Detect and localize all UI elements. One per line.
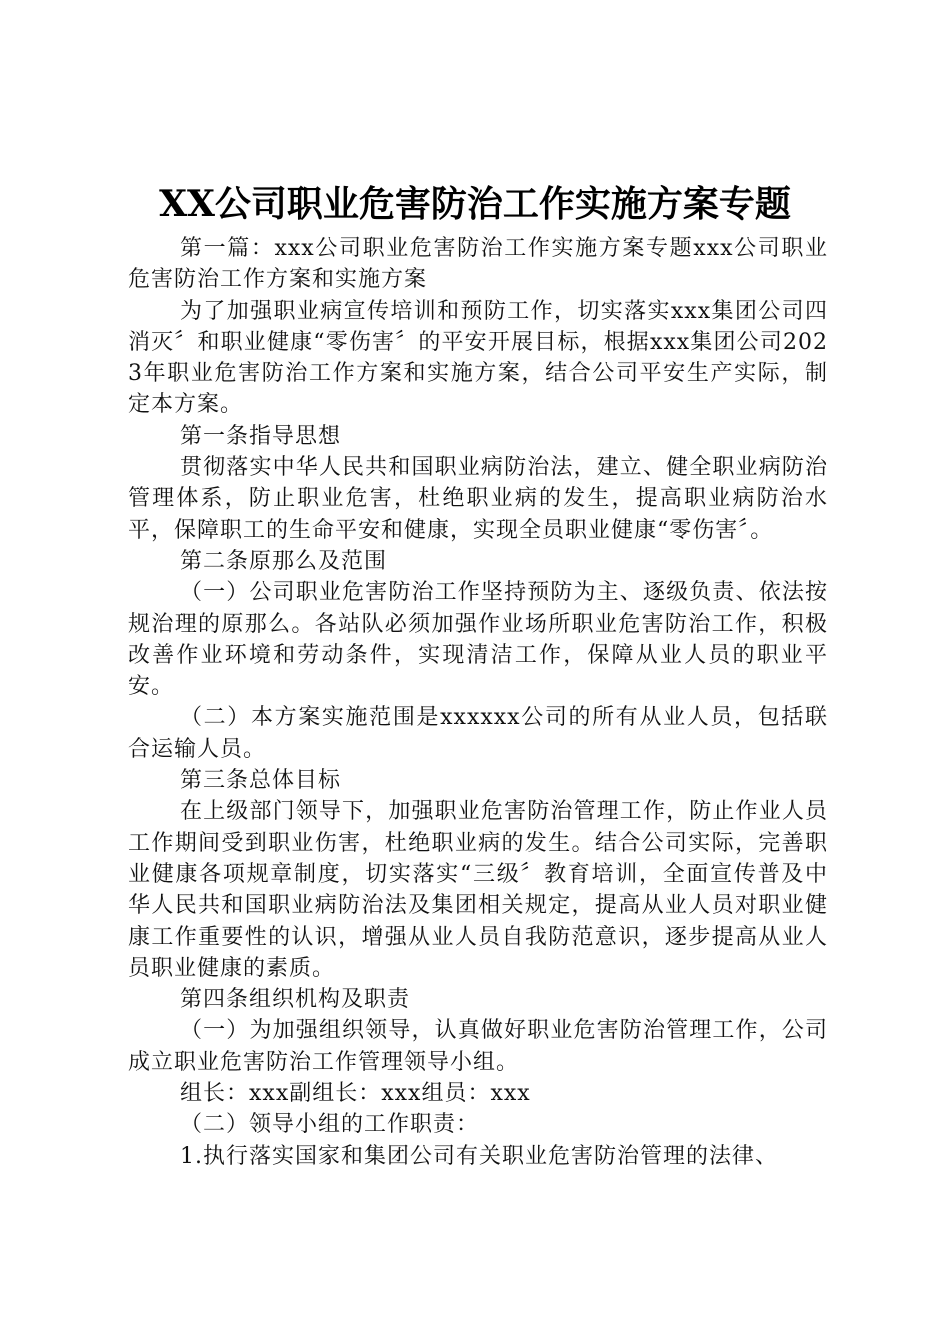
section-heading: 第一条指导思想 (180, 423, 342, 449)
paragraph: （二）领导小组的工作职责： (180, 1112, 480, 1138)
document-body (128, 233, 828, 1172)
section-heading: 第二条原那么及范围 (180, 548, 388, 574)
paragraph: 为了加强职业病宣传培训和预防工作，切实落实xxx集团公司四消灭〞和职业健康“零伤害〞的平安开展目标，根据xxx集团公司2023年职业危害防治工作方案和实施方案，结合公司平安生产实际，制定本方案。 (128, 298, 828, 418)
section-heading: 第四条组织机构及职责 (180, 987, 411, 1013)
paragraph: 第一篇：xxx公司职业危害防治工作实施方案专题xxx公司职业危害防治工作方案和实施方案 (128, 236, 828, 293)
document-title: XX公司职业危害防治工作实施方案专题 (159, 183, 791, 225)
paragraph: （一）为加强组织领导，认真做好职业危害防治管理工作，公司成立职业危害防治工作管理领导小组。 (128, 1018, 828, 1075)
paragraph: 组长：xxx副组长：xxx组员：xxx (180, 1081, 531, 1107)
paragraph: （二）本方案实施范围是xxxxxx公司的所有从业人员，包括联合运输人员。 (128, 705, 828, 762)
paragraph: （一）公司职业危害防治工作坚持预防为主、逐级负责、依法按规治理的原那么。各站队必须加强作业场所职业危害防治工作，积极改善作业环境和劳动条件，实现清洁工作，保障从业人员的职业平安。 (128, 580, 828, 700)
section-heading: 第三条总体目标 (180, 768, 342, 794)
paragraph: 贯彻落实中华人民共和国职业病防治法，建立、健全职业病防治管理体系，防止职业危害，杜绝职业病的发生，提高职业病防治水平，保障职工的生命平安和健康，实现全员职业健康“零伤害〞。 (128, 455, 828, 543)
paragraph: 在上级部门领导下，加强职业危害防治管理工作，防止作业人员工作期间受到职业伤害，杜绝职业病的发生。结合公司实际，完善职业健康各项规章制度，切实落实“三级〞教育培训，全面宣传普及中华人民共和国职业病防治法及集团相关规定，提高从业人员对职业健康工作重要性的认识，增强从业人员自我防范意识，逐步提高从业人员职业健康的素质。 (128, 799, 828, 981)
paragraph: 1.执行落实国家和集团公司有关职业危害防治管理的法律、 (180, 1143, 778, 1169)
